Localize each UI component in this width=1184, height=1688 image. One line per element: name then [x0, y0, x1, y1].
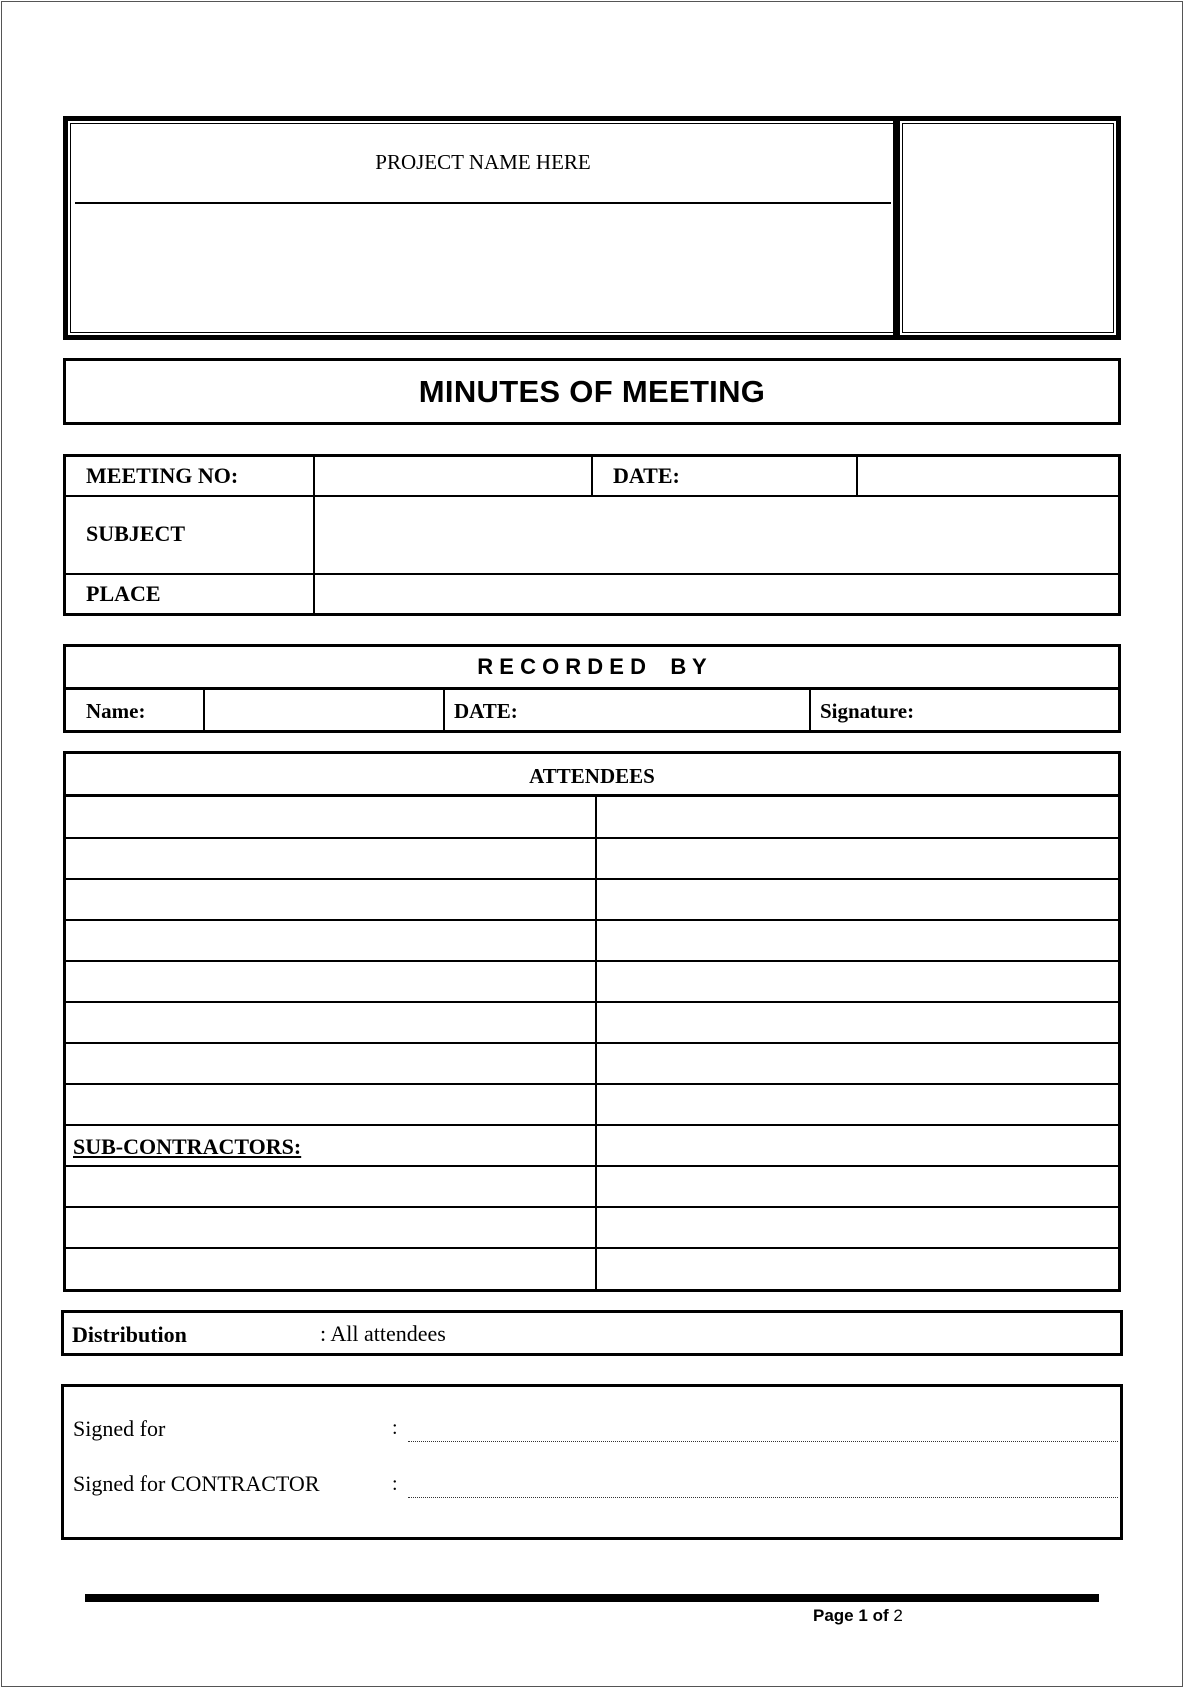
recorded-by-heading: R E C O R D E D B Y [477, 654, 707, 679]
project-name: PROJECT NAME HERE [375, 150, 591, 174]
attendee-cell-right[interactable] [597, 1085, 1119, 1123]
footer-rule [85, 1594, 1099, 1602]
recorder-signature-field[interactable] [940, 691, 1118, 729]
project-logo-area [902, 123, 1114, 333]
recorder-date-label: DATE: [454, 699, 518, 723]
meeting-no-field[interactable] [316, 458, 590, 494]
attendee-cell-left[interactable] [65, 1249, 595, 1287]
attendee-cell-left[interactable] [65, 1208, 595, 1246]
attendee-cell-right[interactable] [597, 798, 1119, 836]
attendee-cell-left[interactable] [65, 839, 595, 877]
attendee-cell-left[interactable] [65, 798, 595, 836]
meeting-col-divider [313, 456, 315, 614]
attendee-cell-left[interactable] [65, 962, 595, 1000]
meeting-row-divider-2 [65, 573, 1119, 575]
attendee-cell-right[interactable] [597, 1208, 1119, 1246]
of-word: of [872, 1606, 889, 1625]
place-label: PLACE [86, 581, 161, 606]
signed-for-contractor-colon: : [392, 1473, 398, 1495]
subject-field[interactable] [316, 498, 1118, 572]
page-title: MINUTES OF MEETING [418, 373, 766, 409]
attendee-cell-left[interactable] [65, 1085, 595, 1123]
meeting-date-divider-2 [856, 456, 858, 496]
meeting-no-label: MEETING NO: [86, 463, 239, 488]
attendee-cell-left[interactable] [65, 1003, 595, 1041]
recorded-row-divider [65, 687, 1119, 690]
distribution-value: : All attendees [320, 1321, 446, 1346]
attendees-heading: ATTENDEES [529, 764, 655, 788]
attendee-cell-left[interactable] [65, 921, 595, 959]
attendee-cell-right[interactable] [597, 1167, 1119, 1205]
minutes-title-box [63, 358, 1121, 425]
distribution-row [61, 1310, 1123, 1356]
recorder-date-field[interactable] [540, 691, 808, 729]
meeting-date-field[interactable] [859, 458, 1118, 494]
recorder-name-label: Name: [86, 699, 146, 723]
signatures-box [61, 1384, 1123, 1540]
page-number: 1 [858, 1606, 868, 1625]
place-field[interactable] [316, 576, 1118, 612]
distribution-label: Distribution [72, 1322, 187, 1347]
subject-label: SUBJECT [86, 521, 186, 546]
recorded-col-divider-1 [203, 689, 205, 731]
contractor-signature-line[interactable] [408, 1497, 1118, 1498]
recorder-signature-label: Signature: [820, 699, 915, 723]
attendee-cell-left[interactable] [65, 880, 595, 918]
attendee-cell-right[interactable] [597, 1044, 1119, 1082]
attendee-cell-right[interactable] [597, 880, 1119, 918]
subcontractors-label: SUB-CONTRACTORS: [73, 1134, 302, 1159]
signed-for-signature-line[interactable] [408, 1441, 1118, 1442]
page-indicator [813, 1606, 903, 1626]
page-word: Page [813, 1606, 854, 1625]
signed-for-label: Signed for [73, 1416, 166, 1441]
meeting-date-label: DATE: [613, 463, 680, 488]
meeting-date-divider-1 [591, 456, 593, 496]
attendees-heading-divider [65, 794, 1119, 797]
project-name-underline [75, 202, 891, 204]
attendee-cell-right[interactable] [597, 1249, 1119, 1287]
recorder-name-field[interactable] [206, 691, 442, 729]
attendee-cell-right[interactable] [597, 921, 1119, 959]
recorded-col-divider-3 [809, 689, 811, 731]
attendee-cell-right[interactable] [597, 962, 1119, 1000]
attendee-cell-left[interactable] [65, 1044, 595, 1082]
attendee-cell-right[interactable] [597, 1003, 1119, 1041]
recorded-col-divider-2 [443, 689, 445, 731]
attendee-cell-right[interactable] [597, 1126, 1119, 1164]
signed-for-contractor-label: Signed for CONTRACTOR [73, 1471, 320, 1496]
page-total: 2 [893, 1606, 903, 1625]
signed-for-colon: : [392, 1417, 398, 1439]
attendee-cell-left[interactable] [65, 1167, 595, 1205]
attendee-cell-right[interactable] [597, 839, 1119, 877]
